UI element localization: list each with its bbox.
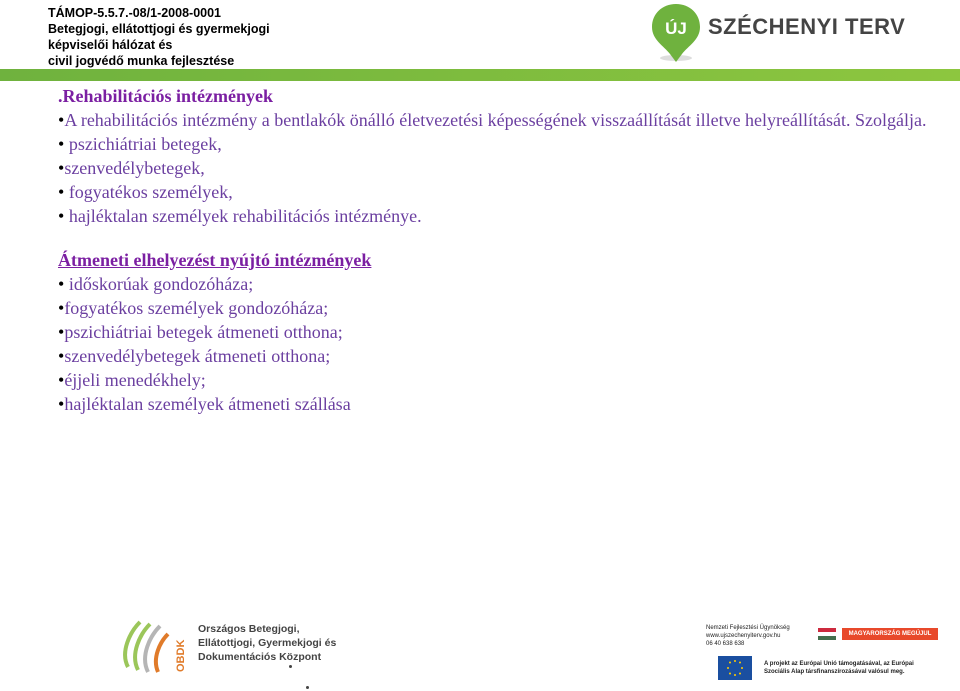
logo-text: SZÉCHENYI TERV bbox=[708, 14, 906, 39]
hungarian-flag-icon bbox=[818, 628, 836, 640]
eu-funding-note: A projekt az Európai Unió támogatásával, az Európai Szociális Alap társfinanszírozásával valósul meg. bbox=[764, 661, 914, 675]
uj-badge-text: ÚJ bbox=[665, 19, 687, 38]
header-line-1: TÁMOP-5.5.7.-08/1-2008-0001 bbox=[48, 6, 222, 20]
obdk-emblem-icon bbox=[118, 612, 198, 682]
list-item: •fogyatékos személyek gondozóháza; bbox=[58, 298, 329, 318]
list-item: •szenvedélybetegek átmeneti otthona; bbox=[58, 346, 331, 366]
slide-content bbox=[58, 84, 938, 416]
header-line-2: Betegjogi, ellátottjogi és gyermekjogi bbox=[48, 22, 270, 36]
header-line-4: civil jogvédő munka fejlesztése bbox=[48, 54, 235, 68]
list-item: • pszichiátriai betegek, bbox=[58, 134, 222, 154]
list-item: • hajléktalan személyek rehabilitációs intézménye. bbox=[58, 206, 422, 226]
list-item: •pszichiátriai betegek átmeneti otthona; bbox=[58, 322, 343, 342]
nfu-eu-footer bbox=[706, 618, 946, 688]
obdk-vertical-text: OBDK bbox=[175, 639, 187, 672]
obdk-name: Országos Betegjogi, Ellátottjogi, Gyermekjogi és Dokumentációs Központ bbox=[198, 623, 337, 663]
project-header bbox=[48, 5, 270, 69]
eu-flag-icon bbox=[718, 656, 752, 680]
uj-pin-icon bbox=[650, 2, 710, 66]
list-item: • fogyatékos személyek, bbox=[58, 182, 233, 202]
list-item: •hajléktalan személyek átmeneti szállása bbox=[58, 394, 351, 414]
magyarorszag-megujul-badge: MAGYARORSZÁG MEGÚJUL bbox=[842, 628, 938, 640]
header-line-3: képviselői hálózat és bbox=[48, 38, 173, 52]
decorative-dot bbox=[289, 665, 292, 668]
list-item: • időskorúak gondozóháza; bbox=[58, 274, 254, 294]
intro-paragraph: •A rehabilitációs intézmény a bentlakók önálló életvezetési képességének visszaállítását illetve helyreállítását. Szolgálja. bbox=[58, 110, 927, 130]
header-divider-bar bbox=[0, 69, 960, 81]
decorative-dot bbox=[306, 686, 309, 689]
section-title-temporary: Átmeneti elhelyezést nyújtó intézmények bbox=[58, 250, 372, 270]
obdk-logo bbox=[118, 612, 358, 682]
szechenyi-terv-logo bbox=[650, 2, 910, 66]
list-item: •szenvedélybetegek, bbox=[58, 158, 205, 178]
list-item: •éjjeli menedékhely; bbox=[58, 370, 206, 390]
nfu-contact: Nemzeti Fejlesztési Ügynökség www.ujszechenyiterv.gov.hu 06 40 638 638 bbox=[706, 625, 790, 647]
section-title-rehab: .Rehabilitációs intézmények bbox=[58, 86, 273, 106]
